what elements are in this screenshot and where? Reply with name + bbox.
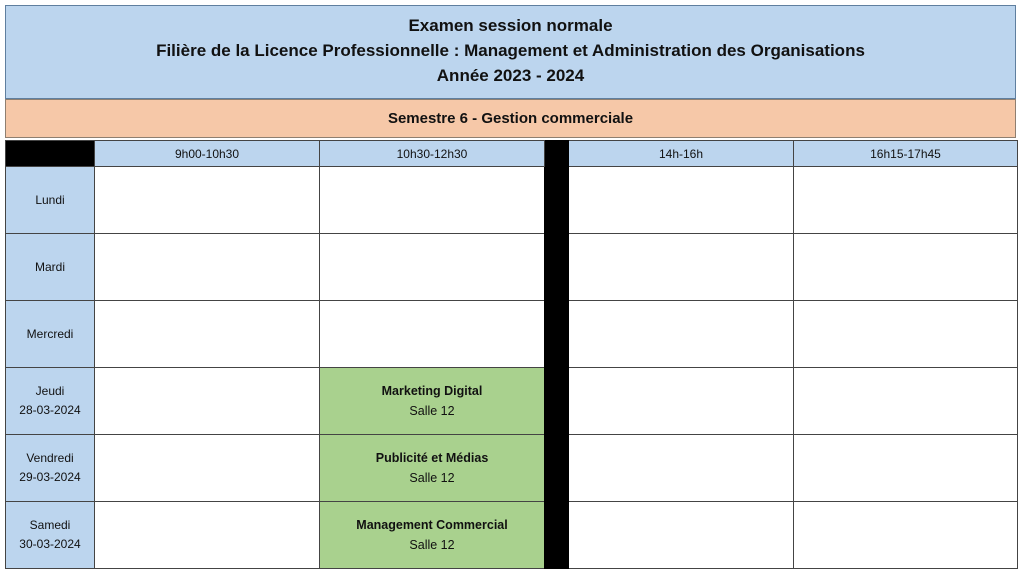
day-name: Samedi [29,518,71,532]
day-label [6,368,95,435]
day-label [6,234,95,301]
slot-cell [95,234,320,301]
schedule-grid [5,140,1018,569]
slot-cell [95,435,320,502]
exam-room: Salle 12 [409,538,455,552]
exam-cell [320,435,545,502]
corner-cell [6,141,95,167]
exam-subject: Publicité et Médias [375,451,489,465]
day-name: Mercredi [26,326,74,341]
schedule-title-block [5,5,1016,99]
exam-subject: Management Commercial [356,518,508,532]
slot-cell [794,502,1018,569]
slot-cell [794,167,1018,234]
slot-header: 9h00-10h30 [95,141,320,167]
day-row [6,234,1018,301]
exam-room: Salle 12 [409,404,455,418]
day-date: 30-03-2024 [19,537,81,551]
day-name: Vendredi [26,451,74,465]
day-row [6,368,1018,435]
day-label [6,167,95,234]
slot-cell [320,301,545,368]
slot-cell [794,435,1018,502]
slot-cell [569,502,794,569]
slot-cell [569,234,794,301]
day-name: Jeudi [35,384,65,398]
exam-cell [320,502,545,569]
slot-cell [569,435,794,502]
day-name: Mardi [34,259,65,274]
day-row [6,435,1018,502]
slot-cell [569,167,794,234]
day-label [6,435,95,502]
slot-header: 16h15-17h45 [794,141,1018,167]
lunch-separator [545,141,569,569]
slot-header: 10h30-12h30 [320,141,545,167]
slot-header: 14h-16h [569,141,794,167]
day-label [6,301,95,368]
slot-cell [95,502,320,569]
slot-cell [95,301,320,368]
slot-cell [95,368,320,435]
day-row [6,301,1018,368]
slot-cell [320,234,545,301]
day-row [6,167,1018,234]
slot-cell [794,234,1018,301]
slot-cell [320,167,545,234]
slot-cell [569,301,794,368]
day-name: Lundi [35,192,65,207]
academic-year: Année 2023 - 2024 [436,66,585,85]
exam-schedule-sheet [5,5,1018,569]
session-title: Examen session normale [408,16,613,35]
slot-cell [569,368,794,435]
time-header-row [6,141,1018,167]
exam-cell [320,368,545,435]
day-row [6,502,1018,569]
exam-subject: Marketing Digital [381,384,483,398]
day-label [6,502,95,569]
slot-cell [794,368,1018,435]
semester-banner: Semestre 6 - Gestion commerciale [5,99,1016,138]
exam-room: Salle 12 [409,471,455,485]
day-date: 28-03-2024 [19,403,81,417]
day-date: 29-03-2024 [19,470,81,484]
slot-cell [794,301,1018,368]
slot-cell [95,167,320,234]
program-title: Filière de la Licence Professionnelle : Management et Administration des Organisations [156,41,865,60]
